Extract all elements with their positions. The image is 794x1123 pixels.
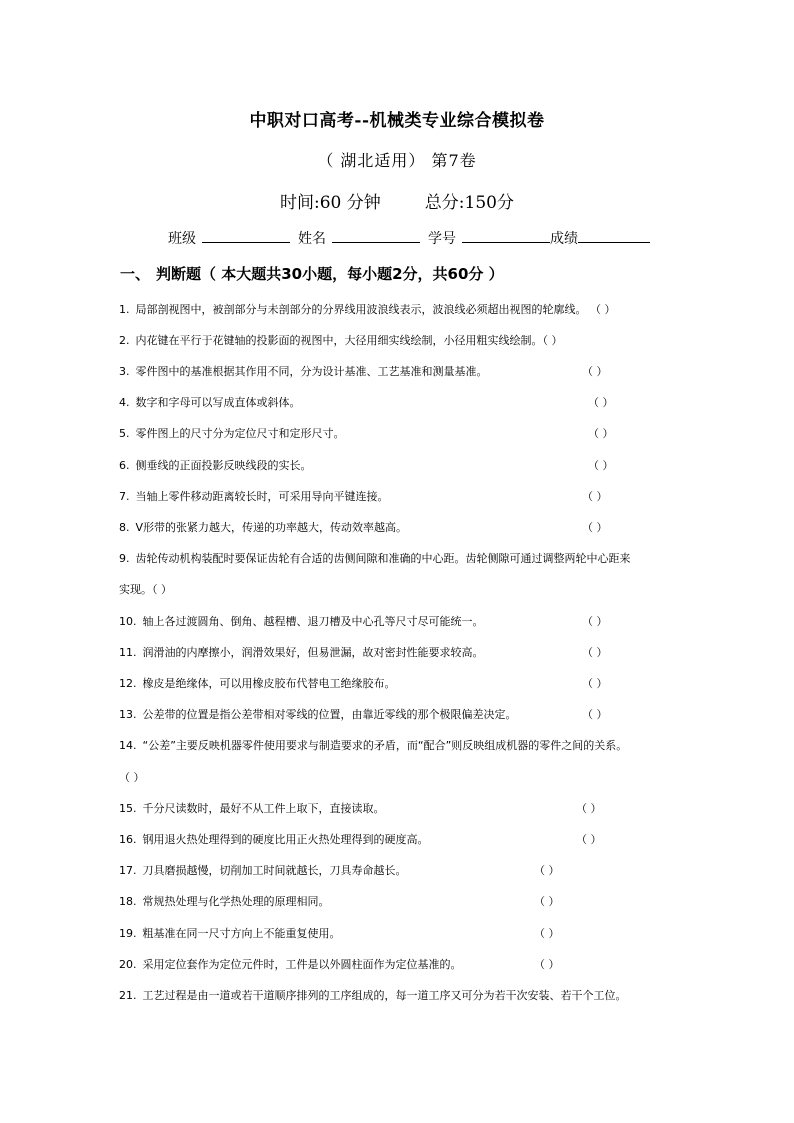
question-number: 12. xyxy=(119,677,137,690)
question-text: 局部剖视图中，被剖部分与未剖部分的分界线用波浪线表示，波浪线必须超出视图的轮廓线。 （ ） xyxy=(135,303,616,316)
question-10 xyxy=(119,615,484,629)
answer-paren[interactable]: （ ） xyxy=(534,864,560,877)
question-number: 19. xyxy=(119,927,137,940)
answer-paren[interactable]: （ ） xyxy=(582,490,608,503)
question-number: 4. xyxy=(119,396,130,409)
question-text: 数字和字母可以写成直体或斜体。 xyxy=(135,396,301,409)
question-number: 10. xyxy=(119,615,137,628)
id-blank[interactable] xyxy=(462,230,550,243)
section-title: 判断题（ 本大题共30小题，每小题2分，共60分 ） xyxy=(156,265,504,283)
question-number: 9. xyxy=(119,552,130,565)
question-3 xyxy=(119,365,488,379)
answer-paren[interactable]: （ ） xyxy=(588,396,614,409)
question-16 xyxy=(119,833,429,847)
question-17 xyxy=(119,864,407,878)
question-text: 常规热处理与化学热处理的原理相同。 xyxy=(142,895,330,908)
question-number: 21. xyxy=(119,989,137,1002)
exam-subtitle: （ 湖北适用） 第7卷 xyxy=(317,151,477,170)
question-number: 8. xyxy=(119,521,130,534)
answer-paren[interactable]: （ ） xyxy=(582,521,608,534)
name-label: 姓名 xyxy=(298,231,326,247)
question-text: 千分尺读数时，最好不从工件上取下，直接读取。 xyxy=(142,802,385,815)
question-14-continuation[interactable] xyxy=(119,771,145,785)
question-6 xyxy=(119,459,312,473)
section-number: 一、 xyxy=(120,265,151,283)
question-number: 14. xyxy=(119,739,137,752)
answer-paren[interactable]: （ ） xyxy=(582,677,608,690)
answer-paren[interactable]: （ ） xyxy=(582,365,608,378)
question-number: 1. xyxy=(119,303,130,316)
question-12 xyxy=(119,677,396,691)
question-number: 2. xyxy=(119,334,130,347)
answer-paren[interactable]: （ ） xyxy=(119,771,145,784)
question-8 xyxy=(119,521,407,535)
question-2 xyxy=(119,334,563,348)
question-text: 零件图中的基准根据其作用不同，分为设计基准、工艺基准和测量基准。 xyxy=(135,365,488,378)
question-number: 18. xyxy=(119,895,137,908)
question-text: 工艺过程是由一道或若干道顺序排列的工序组成的，每一道工序又可分为若干次安装、若干个工位。 xyxy=(142,989,627,1002)
answer-paren[interactable]: （ ） xyxy=(588,427,614,440)
time-label: 时间:60 分钟 xyxy=(280,193,381,213)
section-heading xyxy=(120,263,504,284)
answer-paren[interactable]: （ ） xyxy=(576,833,602,846)
question-text: 刀具磨损越慢，切削加工时间就越长，刀具寿命越长。 xyxy=(142,864,407,877)
question-number: 6. xyxy=(119,459,130,472)
score-label: 总分:150分 xyxy=(424,193,514,213)
question-1 xyxy=(119,303,616,317)
question-9-continuation xyxy=(119,583,172,597)
answer-paren[interactable]: （ ） xyxy=(576,802,602,815)
question-4 xyxy=(119,396,301,410)
question-number: 17. xyxy=(119,864,137,877)
question-text: 钢用退火热处理得到的硬度比用正火热处理得到的硬度高。 xyxy=(142,833,429,846)
question-text: 零件图上的尺寸分为定位尺寸和定形尺寸。 xyxy=(135,427,345,440)
question-text: 橡皮是绝缘体，可以用橡皮胶布代替电工绝缘胶布。 xyxy=(142,677,396,690)
question-18 xyxy=(119,895,330,909)
answer-paren[interactable]: （ ） xyxy=(534,927,560,940)
question-number: 20. xyxy=(119,958,137,971)
grade-blank[interactable] xyxy=(578,230,650,243)
question-text: 内花键在平行于花键轴的投影面的视图中，大径用细实线绘制，小径用粗实线绘制。（ ） xyxy=(135,334,563,347)
id-label: 学号 xyxy=(428,231,456,247)
answer-paren[interactable]: （ ） xyxy=(534,895,560,908)
question-text: 公差带的位置是指公差带相对零线的位置，由靠近零线的那个极限偏差决定。 xyxy=(142,708,517,721)
answer-paren[interactable]: （ ） xyxy=(582,708,608,721)
question-19 xyxy=(119,927,341,941)
answer-paren[interactable]: （ ） xyxy=(588,459,614,472)
question-number: 5. xyxy=(119,427,130,440)
question-number: 11. xyxy=(119,646,137,659)
grade-label: 成绩 xyxy=(550,231,578,247)
question-text: 润滑油的内摩擦小，润滑效果好，但易泄漏，故对密封性能要求较高。 xyxy=(142,646,484,659)
question-text: 齿轮传动机构装配时要保证齿轮有合适的齿侧间隙和准确的中心距。齿轮侧隙可通过调整两轮中心距来 xyxy=(135,552,631,565)
question-number: 15. xyxy=(119,802,137,815)
question-15 xyxy=(119,802,385,816)
question-5 xyxy=(119,427,345,441)
answer-paren[interactable]: （ ） xyxy=(534,958,560,971)
question-number: 3. xyxy=(119,365,130,378)
exam-title: 中职对口高考--机械类专业综合模拟卷 xyxy=(249,111,545,131)
question-number: 16. xyxy=(119,833,137,846)
question-14 xyxy=(119,739,627,753)
question-7 xyxy=(119,490,389,504)
question-9 xyxy=(119,552,631,566)
question-number: 13. xyxy=(119,708,137,721)
question-text: 轴上各过渡圆角、倒角、越程槽、退刀槽及中心孔等尺寸尽可能统一。 xyxy=(142,615,484,628)
question-13 xyxy=(119,708,517,722)
question-text: 粗基准在同一尺寸方向上不能重复使用。 xyxy=(142,927,341,940)
exam-time-score xyxy=(0,188,794,213)
question-number: 7. xyxy=(119,490,130,503)
question-text: “公差”主要反映机器零件使用要求与制造要求的矛盾，而“配合”则反映组成机器的零件之间的关系。 xyxy=(142,739,628,752)
question-11 xyxy=(119,646,484,660)
name-blank[interactable] xyxy=(332,230,420,243)
question-21 xyxy=(119,989,627,1003)
answer-paren[interactable]: （ ） xyxy=(582,615,608,628)
question-20 xyxy=(119,958,462,972)
class-blank[interactable] xyxy=(202,230,290,243)
student-info-row xyxy=(168,228,658,248)
answer-paren[interactable]: （ ） xyxy=(582,646,608,659)
question-text: V形带的张紧力越大，传递的功率越大，传动效率越高。 xyxy=(135,521,408,534)
question-text: 采用定位套作为定位元件时，工件是以外圆柱面作为定位基准的。 xyxy=(142,958,462,971)
question-text: 侧垂线的正面投影反映线段的实长。 xyxy=(135,459,312,472)
question-text: 实现。（ ） xyxy=(119,583,172,596)
class-label: 班级 xyxy=(168,231,196,247)
question-text: 当轴上零件移动距离较长时，可采用导向平键连接。 xyxy=(135,490,389,503)
